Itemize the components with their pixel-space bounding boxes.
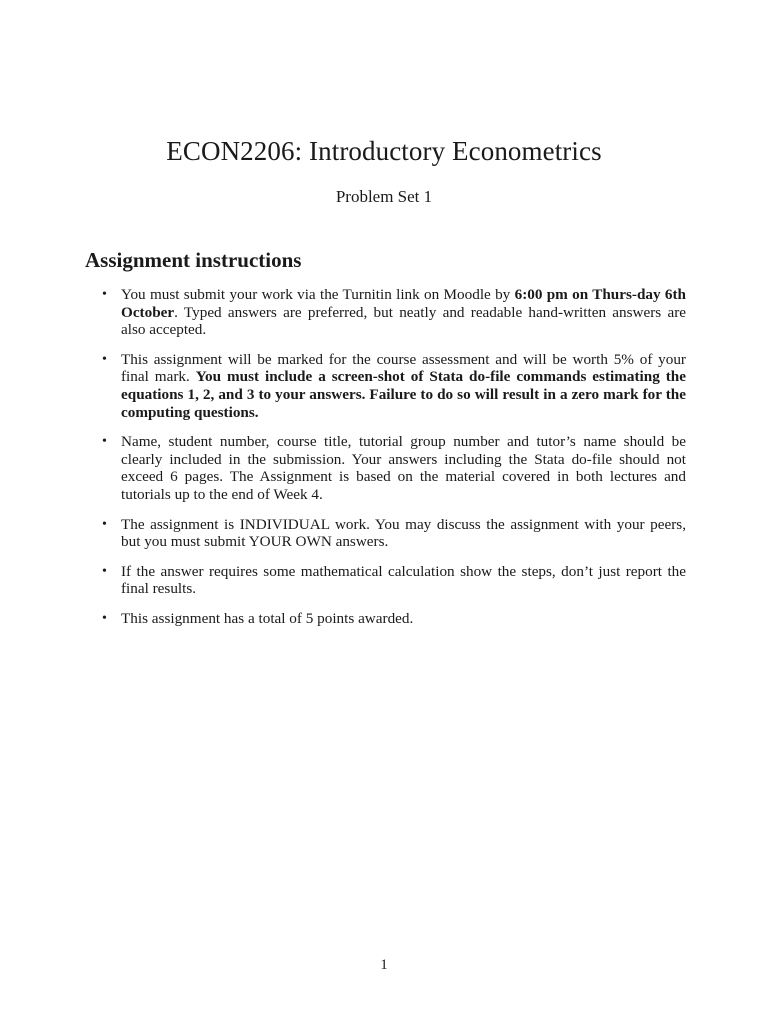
instruction-item (102, 516, 686, 551)
document-subtitle: Problem Set 1 (335, 187, 433, 206)
bullet-icon: • (102, 434, 107, 450)
page-number: 1 (380, 957, 388, 973)
document-title: ECON2206: Introductory Econometrics (166, 136, 602, 166)
bullet-icon: • (102, 287, 107, 302)
instruction-text: You must submit your work via the Turnitin link on Moodle by (121, 286, 515, 303)
instruction-item (102, 563, 686, 598)
instruction-item (102, 610, 686, 628)
instruction-item (102, 351, 686, 421)
bullet-icon: • (102, 563, 107, 579)
deadline-text: 6:00 pm on Thurs-day 6th October (121, 286, 686, 321)
bullet-icon: • (102, 351, 107, 367)
section-heading: Assignment instructions (85, 248, 302, 272)
instruction-text: The assignment is INDIVIDUAL work. You may discuss the assignment with your peers, but you must submit YOUR OWN answers. (121, 515, 686, 551)
bullet-icon: • (102, 516, 107, 532)
instruction-item (102, 286, 686, 339)
instruction-text: This assignment has a total of 5 points awarded. (121, 609, 414, 627)
instruction-text: This assignment will be marked for the course assessment and will be worth 5% of your final mark. (121, 350, 686, 386)
instruction-text: . Typed answers are preferred, but neatly and readable hand-written answers are also accepted. (121, 303, 686, 339)
instruction-item (102, 433, 686, 503)
instruction-text: Name, student number, course title, tutorial group number and tutor’s name should be clearly included in the submission. Your answers including the Stata do-file should not exceed 6 pages. The Assignment is based on the material covered in both lectures and tutorials up to the end of Week 4. (121, 433, 686, 503)
instruction-text: If the answer requires some mathematical calculation show the steps, don’t just report the final results. (121, 562, 686, 598)
bullet-icon: • (102, 610, 107, 626)
instructions-list (102, 286, 686, 640)
emphasis-text: You must include a screen-shot of Stata do-file commands estimating the equations 1, 2, and 3 to your answers. Failure to do so will result in a zero mark for the computing questions. (121, 368, 686, 421)
